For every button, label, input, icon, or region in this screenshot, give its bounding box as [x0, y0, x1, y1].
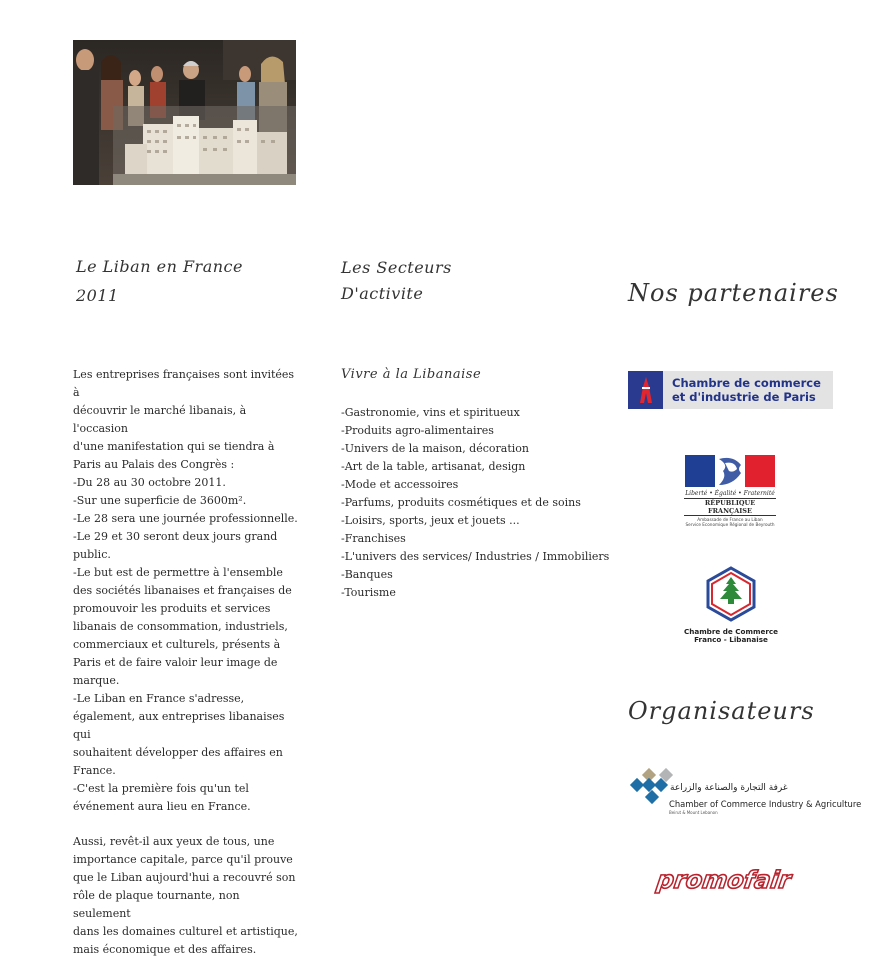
- intro-line: -Le 28 sera une journée professionnelle.: [73, 512, 298, 525]
- conclusion-line: que le Liban aujourd'hui a recouvré son: [73, 871, 296, 884]
- heading-secteurs: [341, 255, 452, 307]
- ccfl-line1: Chambre de Commerce: [683, 627, 779, 636]
- intro-line: souhaitent développer des affaires en: [73, 746, 283, 759]
- intro-line: -Le but est de permettre à l'ensemble: [73, 566, 283, 579]
- cci-line1: Chambre de commerce: [672, 376, 821, 390]
- intro-line: découvrir le marché libanais, à l'occasion: [73, 404, 247, 435]
- sector-item: -Univers de la maison, décoration: [341, 442, 529, 455]
- sectors-list: [341, 404, 609, 602]
- intro-line: d'une manifestation qui se tiendra à: [73, 440, 275, 453]
- promofair-logo: promofair: [655, 866, 793, 894]
- intro-line: Paris au Palais des Congrès :: [73, 458, 235, 471]
- heading-liban-title: Le Liban en France: [76, 257, 243, 276]
- intro-line: public.: [73, 548, 111, 561]
- intro-line: marque.: [73, 674, 120, 687]
- rf-subtitle-line1: Ambassade de France au Liban: [697, 517, 763, 522]
- ccia-arabic-name: غرفة التجارة والصناعة والزراعة: [670, 783, 788, 793]
- intro-line: -C'est la première fois qu'un tel: [73, 782, 249, 795]
- sector-item: -Loisirs, sports, jeux et jouets ...: [341, 514, 520, 527]
- heading-secteurs-line2: D'activite: [341, 284, 424, 303]
- conclusion-line: dans les domaines culturel et artistique,: [73, 925, 298, 938]
- intro-line: promouvoir les produits et services: [73, 602, 271, 615]
- intro-line: -Le 29 et 30 seront deux jours grand: [73, 530, 278, 543]
- sector-item: -Produits agro-alimentaires: [341, 424, 494, 437]
- intro-line: des sociétés libanaises et françaises de: [73, 584, 292, 597]
- marianne-flag-icon: [685, 455, 775, 487]
- republique-francaise-logo: [684, 455, 776, 527]
- sector-item: -Banques: [341, 568, 393, 581]
- cedar-hexagon-icon: [705, 566, 757, 622]
- paragraph-gap: [73, 816, 298, 833]
- sector-item: -Art de la table, artisanat, design: [341, 460, 526, 473]
- conclusion-line: Aussi, revêt-il aux yeux de tous, une: [73, 835, 275, 848]
- rf-subtitle: [684, 517, 776, 527]
- rf-name: RÉPUBLIQUE FRANÇAISE: [684, 498, 776, 516]
- heading-liban-year: 2011: [76, 286, 119, 305]
- sector-item: -Gastronomie, vins et spiritueux: [341, 406, 520, 419]
- cci-paris-logo: [628, 371, 833, 409]
- sector-item: -Parfums, produits cosmétiques et de soins: [341, 496, 581, 509]
- ccia-english-name: Chamber of Commerce Industry & Agriculture: [669, 799, 862, 809]
- intro-line: France.: [73, 764, 116, 777]
- intro-text: [73, 366, 298, 959]
- intro-line: -Du 28 au 30 octobre 2011.: [73, 476, 226, 489]
- sector-item: -Mode et accessoires: [341, 478, 459, 491]
- sector-item: -Franchises: [341, 532, 406, 545]
- intro-line: événement aura lieu en France.: [73, 800, 251, 813]
- conclusion-line: rôle de plaque tournante, non seulement: [73, 889, 240, 920]
- exhibition-photo: [73, 40, 296, 185]
- intro-line: Paris et de faire valoir leur image de: [73, 656, 278, 669]
- intro-line: libanais de consommation, industriels,: [73, 620, 288, 633]
- intro-line: -Sur une superficie de 3600m².: [73, 494, 247, 507]
- heading-secteurs-line1: Les Secteurs: [341, 258, 452, 277]
- heading-organisateurs: Organisateurs: [628, 697, 815, 725]
- cci-tower-icon: [628, 371, 663, 409]
- cci-text: [663, 376, 821, 404]
- heading-partenaires: Nos partenaires: [628, 279, 839, 307]
- conclusion-line: importance capitale, parce qu'il prouve: [73, 853, 293, 866]
- rf-motto: Liberté • Égalité • Fraternité: [685, 490, 775, 497]
- intro-line: Les entreprises françaises sont invitées à: [73, 368, 295, 399]
- ccia-subtitle: Beirut & Mount Lebanon: [669, 810, 718, 815]
- sector-item: -Tourisme: [341, 586, 396, 599]
- ccfl-line2: Franco - Libanaise: [694, 635, 768, 644]
- intro-line: commerciaux et culturels, présents à: [73, 638, 281, 651]
- rf-subtitle-line2: Service Economique Régional de Beyrouth: [685, 522, 775, 527]
- ccia-diamond-icon: [628, 768, 838, 818]
- heading-liban-en-france: [76, 252, 243, 310]
- cci-line2: et d'industrie de Paris: [672, 390, 816, 404]
- intro-line: également, aux entreprises libanaises qui: [73, 710, 285, 741]
- ccfl-name: [678, 628, 784, 644]
- sector-item: -L'univers des services/ Industries / Immobiliers: [341, 550, 610, 563]
- ccfl-logo: [678, 566, 784, 644]
- conclusion-line: mais économique et des affaires.: [73, 943, 257, 956]
- intro-line: -Le Liban en France s'adresse,: [73, 692, 245, 705]
- subheading-vivre-a-la-libanaise: Vivre à la Libanaise: [341, 367, 482, 382]
